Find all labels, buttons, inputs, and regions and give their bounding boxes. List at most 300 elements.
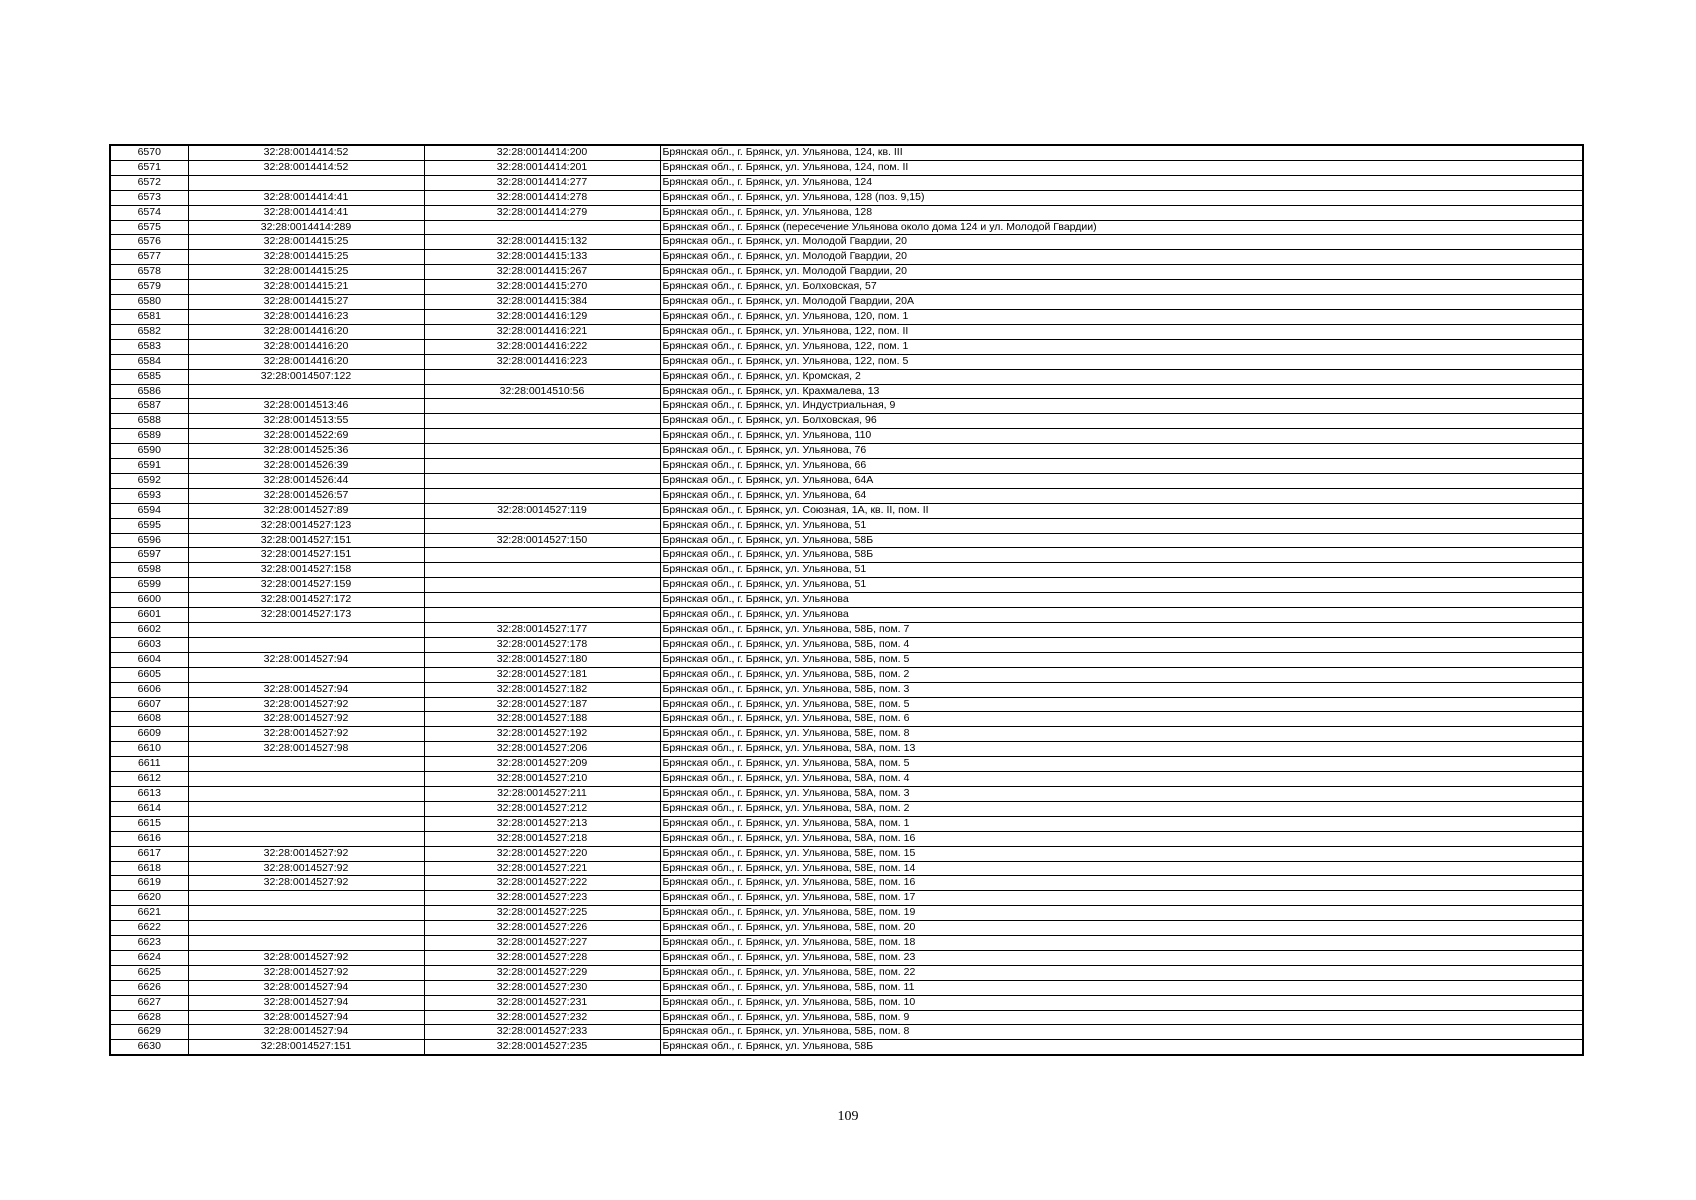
address-cell: Брянская обл., г. Брянск, ул. Ульянова, 122, пом. 1 — [660, 339, 1583, 354]
row-number-cell: 6626 — [110, 980, 188, 995]
row-number-cell: 6583 — [110, 339, 188, 354]
parcel-number-cell — [188, 906, 424, 921]
parcel-number-cell: 32:28:0014415:25 — [188, 250, 424, 265]
parcel-number-cell: 32:28:0014507:122 — [188, 369, 424, 384]
table-row — [110, 399, 1583, 414]
address-cell: Брянская обл., г. Брянск, ул. Ульянова, 64А — [660, 473, 1583, 488]
table-row — [110, 1025, 1583, 1040]
object-number-cell: 32:28:0014527:213 — [424, 816, 660, 831]
table-row — [110, 637, 1583, 652]
parcel-number-cell — [188, 891, 424, 906]
parcel-number-cell: 32:28:0014416:20 — [188, 324, 424, 339]
object-number-cell: 32:28:0014527:177 — [424, 623, 660, 638]
table-row — [110, 936, 1583, 951]
table-row — [110, 995, 1583, 1010]
address-cell: Брянская обл., г. Брянск, ул. Ульянова, 66 — [660, 459, 1583, 474]
object-number-cell: 32:28:0014527:150 — [424, 533, 660, 548]
object-number-cell: 32:28:0014527:233 — [424, 1025, 660, 1040]
address-cell: Брянская обл., г. Брянск, ул. Ульянова, 124, кв. III — [660, 145, 1583, 160]
object-number-cell: 32:28:0014527:211 — [424, 786, 660, 801]
address-cell: Брянская обл., г. Брянск, ул. Ульянова, 58Е, пом. 20 — [660, 921, 1583, 936]
object-number-cell — [424, 473, 660, 488]
parcel-number-cell: 32:28:0014414:41 — [188, 190, 424, 205]
object-number-cell: 32:28:0014527:188 — [424, 712, 660, 727]
object-number-cell: 32:28:0014527:225 — [424, 906, 660, 921]
parcel-number-cell: 32:28:0014526:39 — [188, 459, 424, 474]
row-number-cell: 6610 — [110, 742, 188, 757]
row-number-cell: 6579 — [110, 280, 188, 295]
parcel-number-cell: 32:28:0014525:36 — [188, 444, 424, 459]
address-cell: Брянская обл., г. Брянск, ул. Молодой Гвардии, 20 — [660, 265, 1583, 280]
address-cell: Брянская обл., г. Брянск, ул. Ульянова, 58Е, пом. 22 — [660, 965, 1583, 980]
object-number-cell — [424, 459, 660, 474]
address-cell: Брянская обл., г. Брянск, ул. Ульянова, 124 — [660, 175, 1583, 190]
row-number-cell: 6592 — [110, 473, 188, 488]
object-number-cell: 32:28:0014527:229 — [424, 965, 660, 980]
object-number-cell: 32:28:0014415:384 — [424, 295, 660, 310]
row-number-cell: 6572 — [110, 175, 188, 190]
parcel-number-cell: 32:28:0014526:57 — [188, 488, 424, 503]
table-row — [110, 667, 1583, 682]
row-number-cell: 6623 — [110, 936, 188, 951]
parcel-number-cell — [188, 637, 424, 652]
address-cell: Брянская обл., г. Брянск, ул. Ульянова, 120, пом. 1 — [660, 309, 1583, 324]
object-number-cell — [424, 593, 660, 608]
parcel-number-cell — [188, 816, 424, 831]
row-number-cell: 6571 — [110, 160, 188, 175]
address-cell: Брянская обл., г. Брянск, ул. Крахмалева, 13 — [660, 384, 1583, 399]
table-row — [110, 250, 1583, 265]
table-row — [110, 891, 1583, 906]
address-cell: Брянская обл., г. Брянск, ул. Ульянова, 58Б, пом. 7 — [660, 623, 1583, 638]
object-number-cell: 32:28:0014527:222 — [424, 876, 660, 891]
row-number-cell: 6582 — [110, 324, 188, 339]
parcel-number-cell: 32:28:0014513:55 — [188, 414, 424, 429]
object-number-cell: 32:28:0014527:210 — [424, 772, 660, 787]
object-number-cell — [424, 399, 660, 414]
row-number-cell: 6570 — [110, 145, 188, 160]
table-row — [110, 757, 1583, 772]
table-row — [110, 205, 1583, 220]
address-cell: Брянская обл., г. Брянск, ул. Молодой Гвардии, 20 — [660, 250, 1583, 265]
table-row — [110, 503, 1583, 518]
address-cell: Брянская обл., г. Брянск, ул. Ульянова, 58Е, пом. 6 — [660, 712, 1583, 727]
address-cell: Брянская обл., г. Брянск, ул. Ульянова, 124, пом. II — [660, 160, 1583, 175]
table-row — [110, 429, 1583, 444]
parcel-number-cell — [188, 175, 424, 190]
parcel-number-cell: 32:28:0014527:92 — [188, 846, 424, 861]
table-row — [110, 488, 1583, 503]
row-number-cell: 6616 — [110, 831, 188, 846]
object-number-cell: 32:28:0014527:235 — [424, 1040, 660, 1055]
parcel-number-cell: 32:28:0014416:20 — [188, 354, 424, 369]
parcel-number-cell: 32:28:0014527:172 — [188, 593, 424, 608]
parcel-number-cell: 32:28:0014527:92 — [188, 861, 424, 876]
address-cell: Брянская обл., г. Брянск, ул. Ульянова, 58Б, пом. 4 — [660, 637, 1583, 652]
row-number-cell: 6586 — [110, 384, 188, 399]
parcel-number-cell: 32:28:0014414:289 — [188, 220, 424, 235]
parcel-number-cell: 32:28:0014527:92 — [188, 727, 424, 742]
row-number-cell: 6585 — [110, 369, 188, 384]
object-number-cell: 32:28:0014527:187 — [424, 697, 660, 712]
object-number-cell: 32:28:0014415:132 — [424, 235, 660, 250]
address-cell: Брянская обл., г. Брянск, ул. Ульянова, 58А, пом. 3 — [660, 786, 1583, 801]
address-cell: Брянская обл., г. Брянск, ул. Ульянова, 58Е, пом. 18 — [660, 936, 1583, 951]
parcel-number-cell: 32:28:0014527:94 — [188, 980, 424, 995]
parcel-number-cell: 32:28:0014527:92 — [188, 712, 424, 727]
address-cell: Брянская обл., г. Брянск, ул. Ульянова, 58Б — [660, 1040, 1583, 1055]
table-row — [110, 980, 1583, 995]
object-number-cell: 32:28:0014527:223 — [424, 891, 660, 906]
row-number-cell: 6613 — [110, 786, 188, 801]
row-number-cell: 6618 — [110, 861, 188, 876]
parcel-number-cell — [188, 801, 424, 816]
parcel-number-cell — [188, 384, 424, 399]
table-row — [110, 533, 1583, 548]
object-number-cell: 32:28:0014527:232 — [424, 1010, 660, 1025]
parcel-number-cell: 32:28:0014415:21 — [188, 280, 424, 295]
parcel-number-cell: 32:28:0014527:98 — [188, 742, 424, 757]
table-row — [110, 682, 1583, 697]
row-number-cell: 6575 — [110, 220, 188, 235]
row-number-cell: 6628 — [110, 1010, 188, 1025]
object-number-cell: 32:28:0014416:129 — [424, 309, 660, 324]
address-cell: Брянская обл., г. Брянск, ул. Ульянова, 51 — [660, 563, 1583, 578]
parcel-number-cell: 32:28:0014527:173 — [188, 608, 424, 623]
row-number-cell: 6614 — [110, 801, 188, 816]
table-row — [110, 1010, 1583, 1025]
object-number-cell: 32:28:0014416:221 — [424, 324, 660, 339]
object-number-cell: 32:28:0014414:201 — [424, 160, 660, 175]
address-cell: Брянская обл., г. Брянск, ул. Ульянова, 58Б, пом. 11 — [660, 980, 1583, 995]
row-number-cell: 6581 — [110, 309, 188, 324]
row-number-cell: 6599 — [110, 578, 188, 593]
parcel-number-cell: 32:28:0014526:44 — [188, 473, 424, 488]
row-number-cell: 6594 — [110, 503, 188, 518]
address-cell: Брянская обл., г. Брянск, ул. Ульянова, 128 — [660, 205, 1583, 220]
table-row — [110, 354, 1583, 369]
row-number-cell: 6617 — [110, 846, 188, 861]
row-number-cell: 6584 — [110, 354, 188, 369]
table-row — [110, 369, 1583, 384]
address-cell: Брянская обл., г. Брянск, ул. Кромская, 2 — [660, 369, 1583, 384]
object-number-cell — [424, 444, 660, 459]
address-cell: Брянская обл., г. Брянск, ул. Болховская, 96 — [660, 414, 1583, 429]
address-cell: Брянская обл., г. Брянск, ул. Болховская, 57 — [660, 280, 1583, 295]
row-number-cell: 6605 — [110, 667, 188, 682]
address-cell: Брянская обл., г. Брянск, ул. Ульянова, 58А, пом. 4 — [660, 772, 1583, 787]
row-number-cell: 6573 — [110, 190, 188, 205]
object-number-cell: 32:28:0014527:227 — [424, 936, 660, 951]
table-row — [110, 965, 1583, 980]
object-number-cell: 32:28:0014414:279 — [424, 205, 660, 220]
parcel-number-cell: 32:28:0014416:23 — [188, 309, 424, 324]
parcel-number-cell: 32:28:0014415:25 — [188, 235, 424, 250]
parcel-number-cell: 32:28:0014527:92 — [188, 876, 424, 891]
row-number-cell: 6598 — [110, 563, 188, 578]
object-number-cell — [424, 488, 660, 503]
row-number-cell: 6627 — [110, 995, 188, 1010]
table-row — [110, 160, 1583, 175]
object-number-cell: 32:28:0014415:270 — [424, 280, 660, 295]
row-number-cell: 6615 — [110, 816, 188, 831]
object-number-cell — [424, 518, 660, 533]
address-cell: Брянская обл., г. Брянск, ул. Ульянова — [660, 608, 1583, 623]
object-number-cell: 32:28:0014416:223 — [424, 354, 660, 369]
table-row — [110, 145, 1583, 160]
table-row — [110, 921, 1583, 936]
row-number-cell: 6612 — [110, 772, 188, 787]
parcel-number-cell: 32:28:0014527:94 — [188, 652, 424, 667]
table-row — [110, 578, 1583, 593]
object-number-cell: 32:28:0014527:220 — [424, 846, 660, 861]
table-row — [110, 324, 1583, 339]
address-cell: Брянская обл., г. Брянск, ул. Молодой Гвардии, 20 — [660, 235, 1583, 250]
row-number-cell: 6574 — [110, 205, 188, 220]
table-row — [110, 295, 1583, 310]
table-row — [110, 593, 1583, 608]
address-cell: Брянская обл., г. Брянск, ул. Ульянова — [660, 593, 1583, 608]
parcel-number-cell: 32:28:0014527:123 — [188, 518, 424, 533]
object-number-cell: 32:28:0014527:178 — [424, 637, 660, 652]
parcel-number-cell: 32:28:0014414:52 — [188, 160, 424, 175]
object-number-cell — [424, 220, 660, 235]
address-cell: Брянская обл., г. Брянск, ул. Ульянова, 58Б, пом. 8 — [660, 1025, 1583, 1040]
object-number-cell: 32:28:0014527:206 — [424, 742, 660, 757]
address-cell: Брянская обл., г. Брянск, ул. Ульянова, 58Е, пом. 15 — [660, 846, 1583, 861]
table-row — [110, 772, 1583, 787]
parcel-number-cell: 32:28:0014527:151 — [188, 533, 424, 548]
object-number-cell: 32:28:0014527:221 — [424, 861, 660, 876]
table-row — [110, 414, 1583, 429]
address-cell: Брянская обл., г. Брянск, ул. Ульянова, 58Е, пом. 8 — [660, 727, 1583, 742]
parcel-number-cell — [188, 786, 424, 801]
object-number-cell: 32:28:0014414:200 — [424, 145, 660, 160]
object-number-cell: 32:28:0014416:222 — [424, 339, 660, 354]
address-cell: Брянская обл., г. Брянск, ул. Молодой Гвардии, 20А — [660, 295, 1583, 310]
object-number-cell — [424, 429, 660, 444]
table-row — [110, 235, 1583, 250]
table-row — [110, 190, 1583, 205]
parcel-number-cell — [188, 831, 424, 846]
address-cell: Брянская обл., г. Брянск, ул. Ульянова, 110 — [660, 429, 1583, 444]
parcel-number-cell: 32:28:0014415:27 — [188, 295, 424, 310]
row-number-cell: 6609 — [110, 727, 188, 742]
row-number-cell: 6621 — [110, 906, 188, 921]
table-row — [110, 786, 1583, 801]
table-row — [110, 280, 1583, 295]
table-row — [110, 652, 1583, 667]
row-number-cell: 6620 — [110, 891, 188, 906]
row-number-cell: 6590 — [110, 444, 188, 459]
object-number-cell: 32:28:0014527:181 — [424, 667, 660, 682]
address-cell: Брянская обл., г. Брянск, ул. Ульянова, 128 (поз. 9,15) — [660, 190, 1583, 205]
address-cell: Брянская обл., г. Брянск, ул. Ульянова, 58Б, пом. 10 — [660, 995, 1583, 1010]
parcel-number-cell: 32:28:0014522:69 — [188, 429, 424, 444]
object-number-cell: 32:28:0014414:277 — [424, 175, 660, 190]
table-row — [110, 861, 1583, 876]
row-number-cell: 6591 — [110, 459, 188, 474]
parcel-number-cell: 32:28:0014527:94 — [188, 1025, 424, 1040]
parcel-number-cell — [188, 623, 424, 638]
parcel-number-cell — [188, 921, 424, 936]
object-number-cell: 32:28:0014527:119 — [424, 503, 660, 518]
table-row — [110, 801, 1583, 816]
address-cell: Брянская обл., г. Брянск, ул. Ульянова, 58Е, пом. 14 — [660, 861, 1583, 876]
table-row — [110, 563, 1583, 578]
address-cell: Брянская обл., г. Брянск, ул. Ульянова, 122, пом. 5 — [660, 354, 1583, 369]
table-row — [110, 950, 1583, 965]
object-number-cell: 32:28:0014527:228 — [424, 950, 660, 965]
parcel-number-cell: 32:28:0014527:94 — [188, 682, 424, 697]
object-number-cell: 32:28:0014414:278 — [424, 190, 660, 205]
row-number-cell: 6580 — [110, 295, 188, 310]
table-row — [110, 444, 1583, 459]
registry-table — [109, 144, 1584, 1056]
object-number-cell: 32:28:0014527:180 — [424, 652, 660, 667]
row-number-cell: 6607 — [110, 697, 188, 712]
object-number-cell: 32:28:0014527:218 — [424, 831, 660, 846]
object-number-cell — [424, 578, 660, 593]
object-number-cell: 32:28:0014527:192 — [424, 727, 660, 742]
table-row — [110, 473, 1583, 488]
parcel-number-cell: 32:28:0014414:52 — [188, 145, 424, 160]
row-number-cell: 6600 — [110, 593, 188, 608]
object-number-cell — [424, 369, 660, 384]
row-number-cell: 6624 — [110, 950, 188, 965]
parcel-number-cell: 32:28:0014527:151 — [188, 548, 424, 563]
parcel-number-cell — [188, 936, 424, 951]
parcel-number-cell: 32:28:0014527:92 — [188, 965, 424, 980]
table-row — [110, 265, 1583, 280]
address-cell: Брянская обл., г. Брянск, ул. Ульянова, 51 — [660, 578, 1583, 593]
address-cell: Брянская обл., г. Брянск, ул. Ульянова, 58А, пом. 16 — [660, 831, 1583, 846]
row-number-cell: 6578 — [110, 265, 188, 280]
parcel-number-cell: 32:28:0014513:46 — [188, 399, 424, 414]
table-row — [110, 906, 1583, 921]
address-cell: Брянская обл., г. Брянск, ул. Ульянова, 58Е, пом. 5 — [660, 697, 1583, 712]
table-row — [110, 548, 1583, 563]
object-number-cell: 32:28:0014527:209 — [424, 757, 660, 772]
table-row — [110, 831, 1583, 846]
row-number-cell: 6604 — [110, 652, 188, 667]
row-number-cell: 6597 — [110, 548, 188, 563]
object-number-cell: 32:28:0014527:231 — [424, 995, 660, 1010]
object-number-cell: 32:28:0014415:267 — [424, 265, 660, 280]
table-row — [110, 384, 1583, 399]
object-number-cell — [424, 548, 660, 563]
object-number-cell: 32:28:0014527:212 — [424, 801, 660, 816]
address-cell: Брянская обл., г. Брянск, ул. Ульянова, 58Е, пом. 23 — [660, 950, 1583, 965]
parcel-number-cell: 32:28:0014414:41 — [188, 205, 424, 220]
object-number-cell — [424, 563, 660, 578]
parcel-number-cell: 32:28:0014527:151 — [188, 1040, 424, 1055]
address-cell: Брянская обл., г. Брянск, ул. Ульянова, 58Б, пом. 5 — [660, 652, 1583, 667]
table-row — [110, 608, 1583, 623]
row-number-cell: 6601 — [110, 608, 188, 623]
address-cell: Брянская обл., г. Брянск, ул. Ульянова, 76 — [660, 444, 1583, 459]
object-number-cell: 32:28:0014527:226 — [424, 921, 660, 936]
row-number-cell: 6588 — [110, 414, 188, 429]
table-row — [110, 518, 1583, 533]
parcel-number-cell — [188, 772, 424, 787]
parcel-number-cell: 32:28:0014527:94 — [188, 1010, 424, 1025]
parcel-number-cell: 32:28:0014527:92 — [188, 950, 424, 965]
row-number-cell: 6595 — [110, 518, 188, 533]
row-number-cell: 6619 — [110, 876, 188, 891]
address-cell: Брянская обл., г. Брянск, ул. Ульянова, 58А, пом. 13 — [660, 742, 1583, 757]
table-row — [110, 309, 1583, 324]
object-number-cell: 32:28:0014527:230 — [424, 980, 660, 995]
table-row — [110, 816, 1583, 831]
parcel-number-cell: 32:28:0014527:89 — [188, 503, 424, 518]
address-cell: Брянская обл., г. Брянск (пересечение Ульянова около дома 124 и ул. Молодой Гвардии) — [660, 220, 1583, 235]
address-cell: Брянская обл., г. Брянск, ул. Ульянова, 58А, пом. 1 — [660, 816, 1583, 831]
parcel-number-cell: 32:28:0014527:92 — [188, 697, 424, 712]
address-cell: Брянская обл., г. Брянск, ул. Ульянова, 58Б, пом. 9 — [660, 1010, 1583, 1025]
parcel-number-cell: 32:28:0014527:94 — [188, 995, 424, 1010]
object-number-cell — [424, 414, 660, 429]
row-number-cell: 6589 — [110, 429, 188, 444]
row-number-cell: 6625 — [110, 965, 188, 980]
row-number-cell: 6602 — [110, 623, 188, 638]
row-number-cell: 6611 — [110, 757, 188, 772]
address-cell: Брянская обл., г. Брянск, ул. Союзная, 1А, кв. II, пом. II — [660, 503, 1583, 518]
address-cell: Брянская обл., г. Брянск, ул. Ульянова, 64 — [660, 488, 1583, 503]
object-number-cell: 32:28:0014510:56 — [424, 384, 660, 399]
parcel-number-cell: 32:28:0014416:20 — [188, 339, 424, 354]
table-row — [110, 846, 1583, 861]
row-number-cell: 6603 — [110, 637, 188, 652]
table-row — [110, 697, 1583, 712]
object-number-cell: 32:28:0014415:133 — [424, 250, 660, 265]
table-row — [110, 876, 1583, 891]
address-cell: Брянская обл., г. Брянск, ул. Ульянова, 58Е, пом. 19 — [660, 906, 1583, 921]
row-number-cell: 6606 — [110, 682, 188, 697]
address-cell: Брянская обл., г. Брянск, ул. Ульянова, 58Б, пом. 3 — [660, 682, 1583, 697]
table-row — [110, 623, 1583, 638]
object-number-cell — [424, 608, 660, 623]
table-row — [110, 459, 1583, 474]
address-cell: Брянская обл., г. Брянск, ул. Ульянова, 58Б, пом. 2 — [660, 667, 1583, 682]
row-number-cell: 6576 — [110, 235, 188, 250]
table-row — [110, 742, 1583, 757]
address-cell: Брянская обл., г. Брянск, ул. Ульянова, 122, пом. II — [660, 324, 1583, 339]
page-number: 109 — [837, 1109, 859, 1124]
address-cell: Брянская обл., г. Брянск, ул. Ульянова, 58А, пом. 2 — [660, 801, 1583, 816]
table-row — [110, 175, 1583, 190]
address-cell: Брянская обл., г. Брянск, ул. Ульянова, 58А, пом. 5 — [660, 757, 1583, 772]
table-row — [110, 712, 1583, 727]
parcel-number-cell — [188, 667, 424, 682]
registry-table-body — [110, 145, 1583, 1055]
row-number-cell: 6587 — [110, 399, 188, 414]
row-number-cell: 6608 — [110, 712, 188, 727]
row-number-cell: 6622 — [110, 921, 188, 936]
address-cell: Брянская обл., г. Брянск, ул. Ульянова, 58Е, пом. 17 — [660, 891, 1583, 906]
row-number-cell: 6596 — [110, 533, 188, 548]
row-number-cell: 6629 — [110, 1025, 188, 1040]
address-cell: Брянская обл., г. Брянск, ул. Ульянова, 58Б — [660, 548, 1583, 563]
parcel-number-cell: 32:28:0014527:158 — [188, 563, 424, 578]
row-number-cell: 6630 — [110, 1040, 188, 1055]
address-cell: Брянская обл., г. Брянск, ул. Ульянова, 58Е, пом. 16 — [660, 876, 1583, 891]
parcel-number-cell — [188, 757, 424, 772]
address-cell: Брянская обл., г. Брянск, ул. Ульянова, 51 — [660, 518, 1583, 533]
address-cell: Брянская обл., г. Брянск, ул. Ульянова, 58Б — [660, 533, 1583, 548]
address-cell: Брянская обл., г. Брянск, ул. Индустриальная, 9 — [660, 399, 1583, 414]
row-number-cell: 6593 — [110, 488, 188, 503]
